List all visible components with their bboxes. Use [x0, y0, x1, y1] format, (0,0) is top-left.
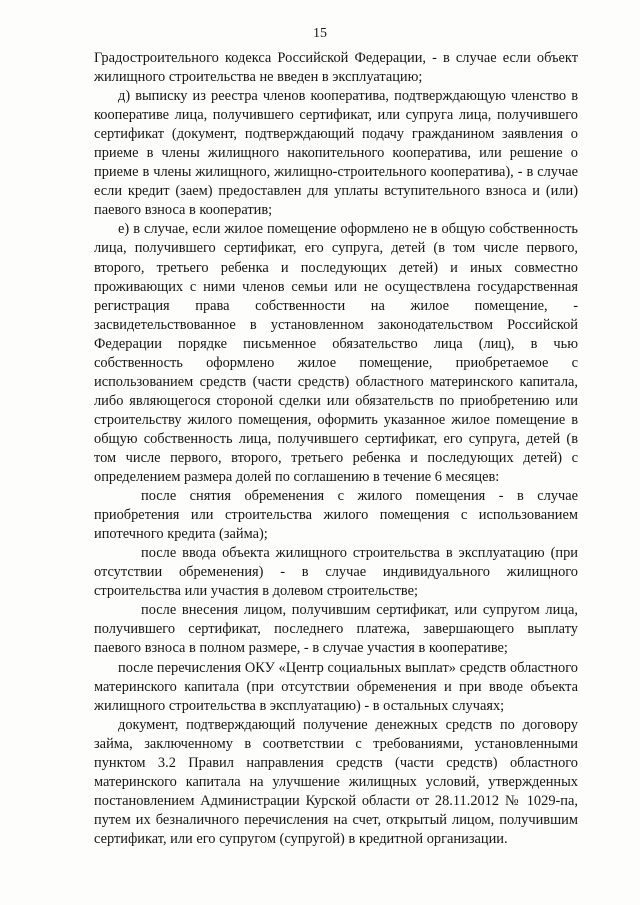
paragraph-condition-construction: после ввода объекта жилищного строительства в эксплуатацию (при отсутствии обременения) - в случае индивидуального жилищного строительства или участия в долевом строительстве; [94, 545, 578, 600]
paragraph-condition-other: после перечисления ОКУ «Центр социальных выплат» средств областного материнского капитала (при отсутствии обременения и при вводе объекта жилищного строительства в эксплуатацию) - в остальных случаях; [94, 659, 578, 714]
document-body [94, 49, 578, 849]
page-number: 15 [313, 26, 327, 41]
paragraph-condition-cooperative: после внесения лицом, получившим сертификат, или супругом лица, получившего сертификат, последнего платежа, завершающего выплату паевого взноса в полном размере, - в случае участия в кооперативе; [94, 602, 578, 657]
paragraph-condition-mortgage: после снятия обременения с жилого помещения - в случае приобретения или строительства жилого помещения с использованием ипотечного кредита (займа); [94, 488, 578, 543]
paragraph-item-e: е) в случае, если жилое помещение оформлено не в общую собственность лица, получившего сертификат, его супруга, детей (в том числе первого, второго, третьего ребенка и последующих детей) и иных совместно проживающих с ними членов семьи или не осуществлена государственная регистрация права собственности на жилое помещение, - засвидетельствованное в установленном законодательством Российской Федерации порядке письменное обязательство лица (лиц), в чью собственность оформлено жилое помещение, приобретаемое с использованием средств (части средств) областного материнского капитала, либо являющегося стороной сделки или обязательств по приобретению или строительству жилого помещения, оформить указанное жилое помещение в общую собственность лица, получившего сертификат, его супруга, детей (в том числе первого, второго, третьего ребенка и последующих детей) с определением размера долей по соглашению в течение 6 месяцев: [94, 221, 578, 486]
paragraph-continuation: Градостроительного кодекса Российской Федерации, - в случае если объект жилищного строительства не введен в эксплуатацию; [94, 50, 578, 86]
paragraph-item-d: д) выписку из реестра членов кооператива, подтверждающую членство в кооперативе лица, получившего сертификат, или супруга лица, получившего сертификат (документ, подтверждающий подачу гражданином заявления о приеме в члены жилищного накопительного кооператива, или решение о приеме в члены жилищного, жилищно-строительного кооператива), - в случае если кредит (заем) предоставлен для уплаты вступительного взноса и (или) паевого взноса в кооператив; [94, 88, 578, 219]
paragraph-loan-document: документ, подтверждающий получение денежных средств по договору займа, заключенному в соответствии с требованиями, установленными пунктом 3.2 Правил направления средств (части средств) областного материнского капитала на улучшение жилищных условий, утвержденных постановлением Администрации Курской области от 28.11.2012 № 1029-па, путем их безналичного перечисления на счет, открытый лицом, получившим сертификат, или его супругом (супругой) в кредитной организации. [94, 716, 578, 847]
